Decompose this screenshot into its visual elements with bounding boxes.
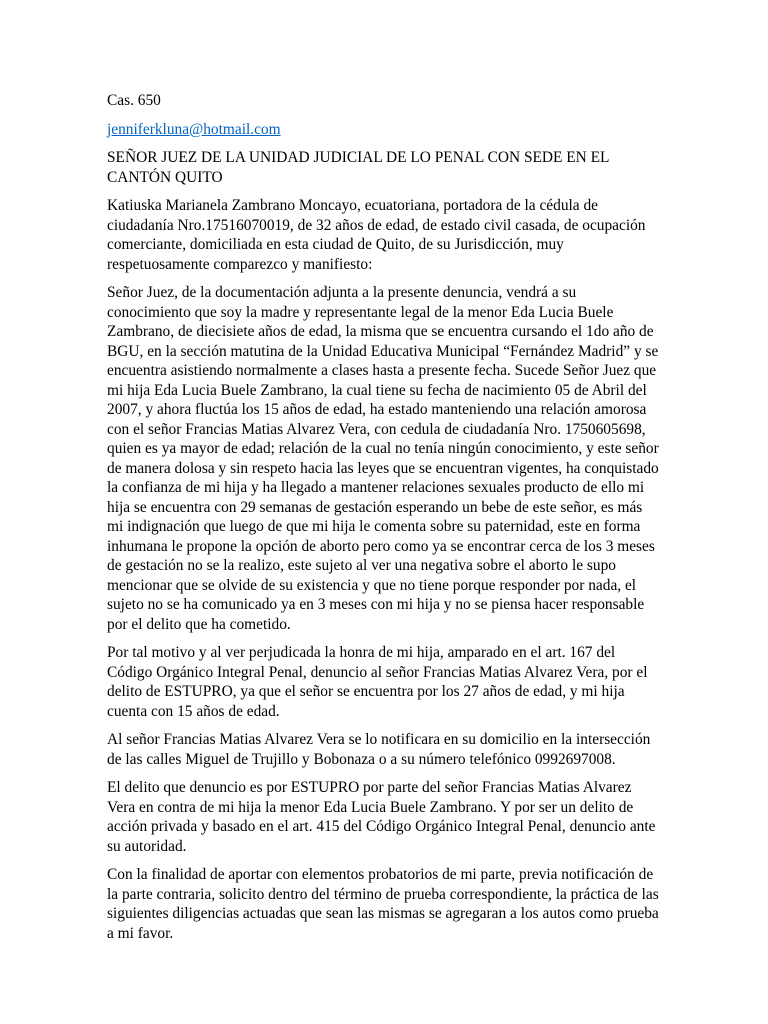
- paragraph-facts: Señor Juez, de la documentación adjunta a la presente denuncia, vendrá a su conocimiento que soy la madre y representante legal de la menor Eda Lucia Buele Zambrano, de diecisiete años de edad, la misma que se encuentra cursando el 1do año de BGU, en la sección matutina de la Unidad Educativa Municipal “Fernández Madrid” y se encuentra asistiendo normalmente a clases hasta a presente fecha. Sucede Señor Juez que mi hija Eda Lucia Buele Zambrano, la cual tiene su fecha de nacimiento 05 de Abril del 2007, y ahora fluctúa los 15 años de edad, ha estado manteniendo una relación amorosa con el señor Francias Matias Alvarez Vera, con cedula de ciudadanía Nro. 1750605698, quien es ya mayor de edad; relación de la cual no tenía ningún conocimiento, y este señor de manera dolosa y sin respeto hacia las leyes que se encuentran vigentes, ha conquistado la confianza de mi hija y ha llegado a mantener relaciones sexuales producto de ello mi hija se encuentra con 29 semanas de gestación esperando un bebe de este señor, es más mi indignación que luego de que mi hija le comenta sobre su paternidad, este en forma inhumana le propone la opción de aborto pero como ya se encontrar cerca de los 3 meses de gestación no se la realizo, este sujeto al ver una negativa sobre el aborto le supo mencionar que se olvide de su existencia y que no tiene porque responder por nada, el sujeto no se ha comunicado ya en 3 meses con mi hija y no se piensa hacer responsable por el delito que ha cometido.: [107, 284, 659, 633]
- email-link[interactable]: jenniferkluna@hotmail.com: [107, 120, 281, 138]
- addressee-heading: SEÑOR JUEZ DE LA UNIDAD JUDICIAL DE LO PENAL CON SEDE EN EL CANTÓN QUITO: [107, 149, 609, 186]
- email-line: [107, 120, 662, 140]
- paragraph-crime: El delito que denuncio es por ESTUPRO por parte del señor Francias Matias Alvarez Vera en contra de mi hija la menor Eda Lucia Buele Zambrano. Y por ser un delito de acción privada y basado en el art. 415 del Código Orgánico Integral Penal, denuncio ante su autoridad.: [107, 779, 656, 855]
- paragraph-evidence: Con la finalidad de aportar con elementos probatorios de mi parte, previa notificación de la parte contraria, solicito dentro del término de prueba correspondiente, la práctica de las siguientes diligencias actuadas que sean las mismas se agregaran a los autos como prueba a mi favor.: [107, 866, 659, 942]
- document-page: [107, 91, 662, 952]
- paragraph-notification: Al señor Francias Matias Alvarez Vera se lo notificara en su domicilio en la intersección de las calles Miguel de Trujillo y Bobonaza o a su número telefónico 0992697008.: [107, 731, 651, 768]
- case-number: Cas. 650: [107, 92, 161, 109]
- paragraph-accusation: Por tal motivo y al ver perjudicada la honra de mi hija, amparado en el art. 167 del Código Orgánico Integral Penal, denuncio al señor Francias Matias Alvarez Vera, por el delito de ESTUPRO, ya que el señor se encuentra por los 27 años de edad, y mi hija cuenta con 15 años de edad.: [107, 644, 648, 720]
- paragraph-intro: Katiuska Marianela Zambrano Moncayo, ecuatoriana, portadora de la cédula de ciudadanía Nro.17516070019, de 32 años de edad, de estado civil casada, de ocupación comerciante, domiciliada en esta ciudad de Quito, de su Jurisdicción, muy respetuosamente comparezco y manifiesto:: [107, 197, 646, 273]
